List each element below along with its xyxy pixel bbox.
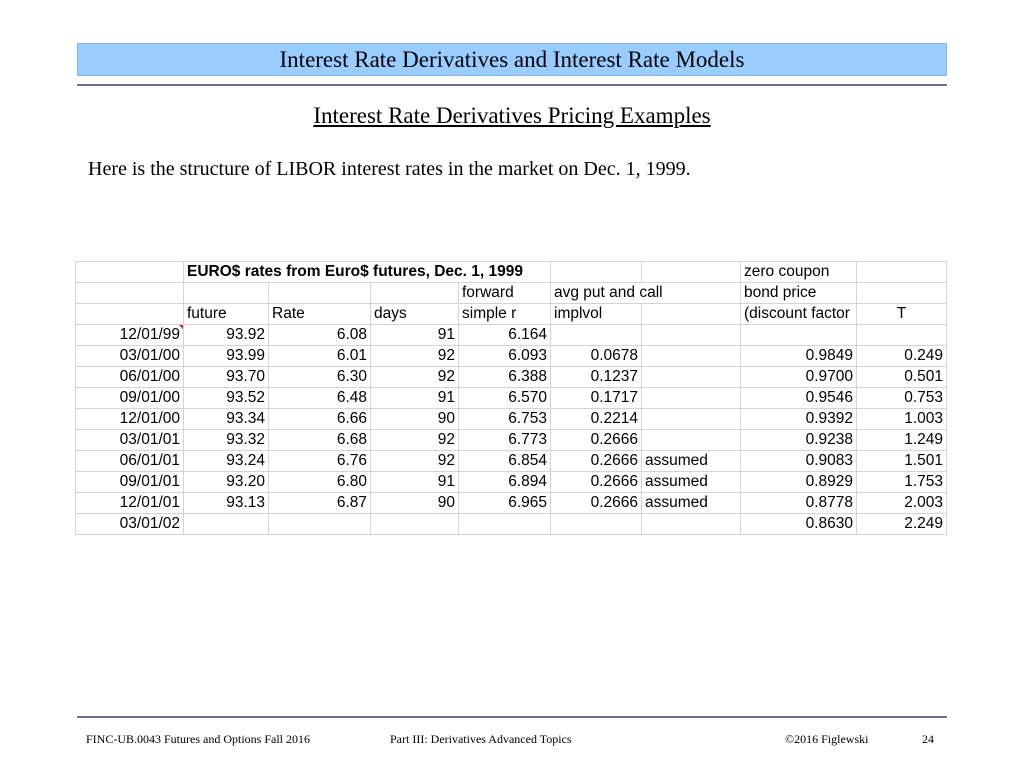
rate-header: Rate xyxy=(269,304,371,325)
slide-title: Interest Rate Derivatives and Interest Rate Models xyxy=(279,46,745,72)
title-divider xyxy=(77,84,947,86)
t-cell xyxy=(857,325,947,346)
implvol-cell: 0.2214 xyxy=(551,409,642,430)
forward-rate-cell xyxy=(459,514,551,535)
days-cell: 90 xyxy=(371,409,459,430)
forward-rate-cell: 6.965 xyxy=(459,493,551,514)
note-cell xyxy=(642,325,741,346)
table-row xyxy=(76,346,947,367)
date-cell: 03/01/00 xyxy=(76,346,184,367)
days-cell: 90 xyxy=(371,493,459,514)
intro-text: Here is the structure of LIBOR interest rates in the market on Dec. 1, 1999. xyxy=(88,158,691,180)
future-cell: 93.99 xyxy=(184,346,269,367)
zero-coupon-header: zero coupon xyxy=(741,262,857,283)
note-cell: assumed xyxy=(642,472,741,493)
days-cell: 91 xyxy=(371,388,459,409)
days-cell: 92 xyxy=(371,451,459,472)
footer-copyright: ©2016 Figlewski xyxy=(785,732,869,746)
future-cell: 93.92 xyxy=(184,325,269,346)
slide-subtitle: Interest Rate Derivatives Pricing Examples xyxy=(313,103,711,128)
date-cell: 09/01/01 xyxy=(76,472,184,493)
days-cell: 91 xyxy=(371,325,459,346)
simple-r-header: simple r xyxy=(459,304,551,325)
bond-price-header: bond price xyxy=(741,283,857,304)
zero-coupon-cell: 0.8778 xyxy=(741,493,857,514)
table-row xyxy=(76,472,947,493)
rate-cell xyxy=(269,514,371,535)
rate-cell: 6.08 xyxy=(269,325,371,346)
implvol-cell: 0.2666 xyxy=(551,493,642,514)
implvol-cell xyxy=(551,514,642,535)
future-cell: 93.34 xyxy=(184,409,269,430)
table-title: EURO$ rates from Euro$ futures, Dec. 1, 1999 xyxy=(184,262,551,283)
zero-coupon-cell: 0.8929 xyxy=(741,472,857,493)
zero-coupon-cell: 0.9546 xyxy=(741,388,857,409)
zero-coupon-cell: 0.9849 xyxy=(741,346,857,367)
future-header: future xyxy=(184,304,269,325)
t-cell: 1.501 xyxy=(857,451,947,472)
t-cell: 0.753 xyxy=(857,388,947,409)
note-cell xyxy=(642,388,741,409)
zero-coupon-cell: 0.8630 xyxy=(741,514,857,535)
table-row xyxy=(76,514,947,535)
date-cell: 03/01/02 xyxy=(76,514,184,535)
table-row xyxy=(76,430,947,451)
note-cell xyxy=(642,409,741,430)
slide-title-bar xyxy=(77,43,947,76)
future-cell: 93.20 xyxy=(184,472,269,493)
t-cell: 1.249 xyxy=(857,430,947,451)
future-cell xyxy=(184,514,269,535)
date-cell: 03/01/01 xyxy=(76,430,184,451)
future-cell: 93.32 xyxy=(184,430,269,451)
rate-cell: 6.76 xyxy=(269,451,371,472)
implvol-cell xyxy=(551,325,642,346)
table-header-row-1 xyxy=(76,262,947,283)
forward-rate-cell: 6.894 xyxy=(459,472,551,493)
table-row xyxy=(76,409,947,430)
forward-header: forward xyxy=(459,283,551,304)
date-cell-with-comment: 12/01/99 xyxy=(76,325,184,346)
rate-cell: 6.68 xyxy=(269,430,371,451)
forward-rate-cell: 6.093 xyxy=(459,346,551,367)
forward-rate-cell: 6.773 xyxy=(459,430,551,451)
rate-cell: 6.01 xyxy=(269,346,371,367)
days-cell: 92 xyxy=(371,430,459,451)
footer-page-number: 24 xyxy=(922,732,934,746)
rate-cell: 6.66 xyxy=(269,409,371,430)
table-header-row-2 xyxy=(76,283,947,304)
note-cell xyxy=(642,514,741,535)
zero-coupon-cell: 0.9238 xyxy=(741,430,857,451)
future-cell: 93.13 xyxy=(184,493,269,514)
future-cell: 93.52 xyxy=(184,388,269,409)
date-cell: 12/01/01 xyxy=(76,493,184,514)
forward-rate-cell: 6.854 xyxy=(459,451,551,472)
t-cell: 1.753 xyxy=(857,472,947,493)
footer-part: Part III: Derivatives Advanced Topics xyxy=(390,732,572,746)
date-cell: 06/01/01 xyxy=(76,451,184,472)
footer-divider xyxy=(77,716,947,718)
future-cell: 93.70 xyxy=(184,367,269,388)
days-cell: 92 xyxy=(371,367,459,388)
table-row xyxy=(76,451,947,472)
rate-cell: 6.30 xyxy=(269,367,371,388)
days-cell: 92 xyxy=(371,346,459,367)
implvol-cell: 0.0678 xyxy=(551,346,642,367)
zero-coupon-cell: 0.9392 xyxy=(741,409,857,430)
forward-rate-cell: 6.164 xyxy=(459,325,551,346)
implvol-cell: 0.2666 xyxy=(551,472,642,493)
zero-coupon-cell: 0.9083 xyxy=(741,451,857,472)
implvol-cell: 0.1237 xyxy=(551,367,642,388)
forward-rate-cell: 6.753 xyxy=(459,409,551,430)
table-row xyxy=(76,493,947,514)
zero-coupon-cell xyxy=(741,325,857,346)
footer-course: FINC-UB.0043 Futures and Options Fall 2016 xyxy=(86,732,311,746)
t-cell: 1.003 xyxy=(857,409,947,430)
date-cell: 12/01/00 xyxy=(76,409,184,430)
implvol-header: implvol xyxy=(551,304,642,325)
table-row xyxy=(76,367,947,388)
avg-put-call-header: avg put and call xyxy=(551,283,741,304)
libor-rates-table xyxy=(75,261,947,535)
zero-coupon-cell: 0.9700 xyxy=(741,367,857,388)
t-header: T xyxy=(857,304,947,325)
table-row xyxy=(76,388,947,409)
t-cell: 2.249 xyxy=(857,514,947,535)
discount-factor-header: (discount factor xyxy=(741,304,857,325)
implvol-cell: 0.2666 xyxy=(551,430,642,451)
forward-rate-cell: 6.570 xyxy=(459,388,551,409)
implvol-cell: 0.1717 xyxy=(551,388,642,409)
future-cell: 93.24 xyxy=(184,451,269,472)
note-cell xyxy=(642,346,741,367)
table-header-row-3 xyxy=(76,304,947,325)
t-cell: 0.249 xyxy=(857,346,947,367)
days-header: days xyxy=(371,304,459,325)
date-cell: 09/01/00 xyxy=(76,388,184,409)
note-cell: assumed xyxy=(642,493,741,514)
note-cell xyxy=(642,367,741,388)
table-row xyxy=(76,325,947,346)
rate-cell: 6.48 xyxy=(269,388,371,409)
days-cell: 91 xyxy=(371,472,459,493)
rate-cell: 6.87 xyxy=(269,493,371,514)
t-cell: 2.003 xyxy=(857,493,947,514)
date-cell: 06/01/00 xyxy=(76,367,184,388)
note-cell xyxy=(642,430,741,451)
t-cell: 0.501 xyxy=(857,367,947,388)
rate-cell: 6.80 xyxy=(269,472,371,493)
implvol-cell: 0.2666 xyxy=(551,451,642,472)
note-cell: assumed xyxy=(642,451,741,472)
days-cell xyxy=(371,514,459,535)
forward-rate-cell: 6.388 xyxy=(459,367,551,388)
